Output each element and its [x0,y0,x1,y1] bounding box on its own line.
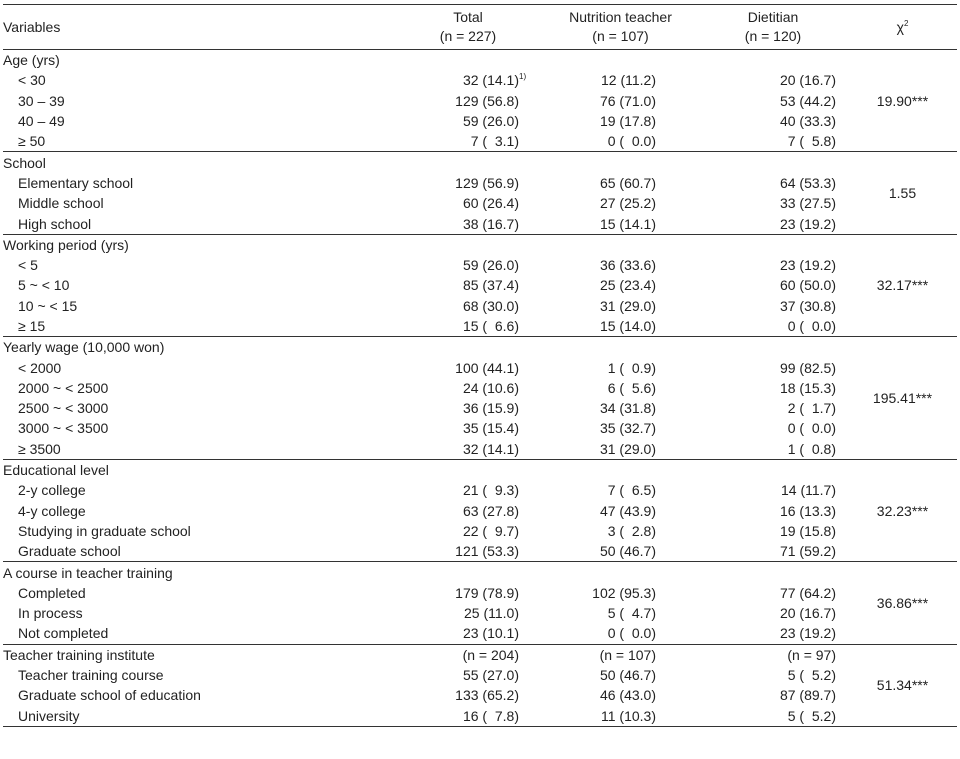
row-label: In process [18,605,83,622]
total-value [393,541,543,562]
group-title: Age (yrs) [3,52,60,69]
total-value [393,603,543,623]
group-dietitian-n [698,50,848,71]
row-label: ≥ 15 [18,318,46,334]
nutrition-teacher-value: 15 (14.1) [599,215,656,232]
group-total-n [393,562,543,583]
nutrition-teacher-value: 0 ( 0.0) [607,625,656,642]
group-title: Teacher training institute [3,646,155,663]
total-value [393,378,543,398]
table-row [3,70,957,90]
chi-square-value: 32.23*** [876,502,929,519]
group-nutrition-n: (n = 107) [599,646,656,663]
row-label: High school [18,215,92,232]
nutrition-teacher-value: 11 (10.3) [601,707,656,724]
total-value [393,255,543,275]
group-total-n [393,50,543,71]
total-value-text: 35 (15.4) [462,420,519,437]
header-total-label: Total [453,9,483,25]
group-title-row [3,644,957,665]
group-dietitian-n [698,459,848,480]
table-row [3,685,957,705]
nutrition-teacher-value: 3 ( 2.8) [607,522,656,539]
group-total-n [393,337,543,358]
table-row [3,111,957,131]
nutrition-teacher-value: 1 ( 0.9) [607,359,656,376]
nutrition-teacher-value: 27 (25.2) [599,195,656,212]
total-value-text: 38 (16.7) [462,215,519,232]
dietitian-value: 2 ( 1.7) [787,400,836,417]
nutrition-teacher-value: 0 ( 0.0) [607,133,656,150]
total-value [393,111,543,131]
dietitian-value: 1 ( 0.8) [787,440,836,457]
dietitian-value: 19 (15.8) [779,522,836,539]
row-label: < 30 [18,72,46,89]
row-label: 3000 ~ < 3500 [18,420,109,437]
header-nutrition-label: Nutrition teacher [569,9,672,25]
nutrition-teacher-value: 7 ( 6.5) [607,482,656,499]
group-nutrition-n [543,234,698,255]
header-nutrition-n: (n = 107) [592,28,649,44]
dietitian-value: 14 (11.7) [781,482,836,499]
table-row [3,398,957,418]
nutrition-teacher-value: 12 (11.2) [601,72,656,89]
nutrition-teacher-value: 35 (32.7) [599,420,656,437]
total-value-text: 21 ( 9.3) [462,482,519,499]
total-value [393,501,543,521]
table-row [3,583,957,603]
total-value [393,398,543,418]
dietitian-value: 20 (16.7) [779,72,836,89]
table-row [3,296,957,316]
group-dietitian-n [698,337,848,358]
total-value-text: 23 (10.1) [462,625,519,642]
dietitian-value: 5 ( 5.2) [787,707,836,724]
total-value-text: 133 (65.2) [455,687,519,704]
dietitian-value: 33 (27.5) [779,195,836,212]
total-value [393,275,543,295]
total-value [393,296,543,316]
chi-symbol: χ [896,18,904,35]
statistics-table [3,4,957,727]
chi-square-value: 195.41*** [872,390,933,407]
total-value-text: 121 (53.3) [455,543,519,560]
table-row [3,480,957,500]
header-row [3,5,957,50]
header-total [393,5,543,50]
table-row [3,131,957,152]
nutrition-teacher-value: 31 (29.0) [599,297,656,314]
table-row [3,316,957,337]
total-value [393,213,543,234]
group-title-row [3,152,957,173]
total-value [393,521,543,541]
total-value-text: 24 (10.6) [462,379,519,396]
nutrition-teacher-value: 36 (33.6) [599,257,656,274]
nutrition-teacher-value: 46 (43.0) [599,687,656,704]
group-dietitian-n [698,234,848,255]
chi-square-value: 19.90*** [876,92,929,109]
group-title: Working period (yrs) [3,236,129,253]
chi-superscript: 2 [903,18,909,28]
table-row [3,91,957,111]
total-value-text: 22 ( 9.7) [462,522,519,539]
chi-square-value: 36.86*** [876,595,929,612]
row-label: Graduate school of education [18,687,201,704]
total-value [393,665,543,685]
table-row [3,357,957,377]
row-label: Graduate school [18,543,121,560]
total-value [393,131,543,152]
nutrition-teacher-value: 15 (14.0) [599,318,656,334]
total-value: 32 (14.1)$^{1)}$ [462,72,527,89]
total-value [393,706,543,727]
total-value [393,685,543,705]
group-nutrition-n [543,459,698,480]
row-label: < 2000 [18,359,62,376]
total-value-text: 60 (26.4) [462,195,519,212]
table-row [3,275,957,295]
total-value-text: 59 (26.0) [462,257,519,274]
table-row [3,213,957,234]
dietitian-value: 99 (82.5) [779,359,836,376]
dietitian-value: 87 (89.7) [779,687,836,704]
total-value-text: 32 (14.1) [462,72,519,89]
group-title: Educational level [3,462,109,479]
table-row [3,378,957,398]
group-dietitian-n: (n = 97) [787,646,836,663]
total-value [393,439,543,460]
nutrition-teacher-value: 50 (46.7) [599,543,656,560]
row-label: 10 ~ < 15 [18,297,78,314]
nutrition-teacher-value: 19 (17.8) [599,113,656,130]
row-label: University [18,707,80,724]
total-value-text: 68 (30.0) [462,297,519,314]
table-body [3,5,957,727]
table-row [3,665,957,685]
table-row [3,418,957,438]
dietitian-value: 23 (19.2) [779,257,836,274]
group-title: School [3,154,46,171]
total-value [393,316,543,337]
total-value-text: 59 (26.0) [462,113,519,130]
total-value-text: 25 (11.0) [464,605,519,622]
table-row [3,603,957,623]
total-value-text: 129 (56.8) [455,92,519,109]
table-row [3,501,957,521]
header-dietitian-n: (n = 120) [744,28,802,44]
nutrition-teacher-value: 50 (46.7) [599,667,656,684]
dietitian-value: 64 (53.3) [779,174,836,191]
table-row [3,706,957,727]
row-label: 2000 ~ < 2500 [18,379,109,396]
group-nutrition-n [543,152,698,173]
nutrition-teacher-value: 65 (60.7) [599,174,656,191]
total-value-text: 85 (37.4) [462,277,519,294]
total-value-text: 63 (27.8) [462,502,519,519]
total-value-text: 32 (14.1) [462,440,519,457]
row-label: Teacher training course [18,667,164,684]
dietitian-value: 7 ( 5.8) [787,133,836,150]
total-value-text: 179 (78.9) [455,584,519,601]
dietitian-value: 20 (16.7) [779,605,836,622]
group-nutrition-n [543,50,698,71]
total-value-text: 100 (44.1) [455,359,519,376]
total-value [393,193,543,213]
total-value [393,583,543,603]
total-value-text: 15 ( 6.6) [462,318,519,334]
nutrition-teacher-value: 102 (95.3) [592,584,656,601]
chi-square-value: 32.17*** [876,277,929,294]
nutrition-teacher-value: 25 (23.4) [599,277,656,294]
table-row [3,193,957,213]
dietitian-value: 0 ( 0.0) [787,420,836,437]
row-label: Studying in graduate school [18,522,191,539]
nutrition-teacher-value: 47 (43.9) [599,502,656,519]
dietitian-value: 18 (15.3) [779,379,836,396]
total-value-text: 16 ( 7.8) [462,707,519,724]
row-label: 30 – 39 [18,92,65,109]
dietitian-value: 40 (33.3) [779,113,836,130]
dietitian-value: 0 ( 0.0) [787,318,836,334]
group-total-n [393,234,543,255]
total-value-text: 55 (27.0) [462,667,519,684]
group-title: A course in teacher training [3,564,173,581]
row-label: < 5 [18,257,38,274]
dietitian-value: 53 (44.2) [779,92,836,109]
group-nutrition-n [543,562,698,583]
dietitian-value: 77 (64.2) [779,584,836,601]
row-label: ≥ 3500 [18,440,61,457]
table-row [3,439,957,460]
group-title: Yearly wage (10,000 won) [3,339,165,356]
dietitian-value: 37 (30.8) [779,297,836,314]
table-row [3,623,957,644]
header-total-n: (n = 227) [439,28,497,44]
header-chi-square [848,5,957,50]
total-value [393,418,543,438]
group-dietitian-n [698,152,848,173]
nutrition-teacher-value: 76 (71.0) [599,92,656,109]
row-label: 2-y college [18,482,86,499]
nutrition-teacher-value: 5 ( 4.7) [607,605,656,622]
row-label: Middle school [18,195,104,212]
header-variables: Variables [3,18,61,35]
total-value [393,91,543,111]
total-value [393,623,543,644]
group-title-row [3,234,957,255]
dietitian-value: 71 (59.2) [779,543,836,560]
total-value [393,357,543,377]
table-row [3,255,957,275]
chi-square-value: 1.55 [888,185,917,202]
table-row [3,173,957,193]
chi-square-value: 51.34*** [876,677,929,694]
row-label: Completed [18,584,86,601]
row-label: 2500 ~ < 3000 [18,400,109,417]
group-total-n [393,459,543,480]
dietitian-value: 23 (19.2) [779,625,836,642]
group-title-row [3,562,957,583]
group-title-row [3,459,957,480]
dietitian-value: 60 (50.0) [779,277,836,294]
total-value [393,173,543,193]
row-label: 5 ~ < 10 [18,277,70,294]
table-row [3,521,957,541]
group-dietitian-n [698,562,848,583]
dietitian-value: 23 (19.2) [779,215,836,232]
group-title-row [3,50,957,71]
total-value-text: 7 ( 3.1) [470,133,519,150]
row-label: 40 – 49 [18,113,65,130]
row-label: Elementary school [18,174,134,191]
row-label: ≥ 50 [18,133,46,150]
total-value-text: 36 (15.9) [462,400,519,417]
group-title-row [3,337,957,358]
header-dietitian-label: Dietitian [747,9,799,25]
row-label: 4-y college [18,502,86,519]
total-value-text: 129 (56.9) [455,174,519,191]
row-label: Not completed [18,625,109,642]
nutrition-teacher-value: 6 ( 5.6) [607,379,656,396]
header-nutrition-teacher [543,5,698,50]
dietitian-value: 5 ( 5.2) [787,667,836,684]
dietitian-value: 16 (13.3) [779,502,836,519]
nutrition-teacher-value: 34 (31.8) [599,400,656,417]
header-dietitian [698,5,848,50]
group-total-n: (n = 204) [462,646,519,663]
nutrition-teacher-value: 31 (29.0) [599,440,656,457]
table-row [3,541,957,562]
group-total-n [393,152,543,173]
total-value [393,480,543,500]
group-nutrition-n [543,337,698,358]
